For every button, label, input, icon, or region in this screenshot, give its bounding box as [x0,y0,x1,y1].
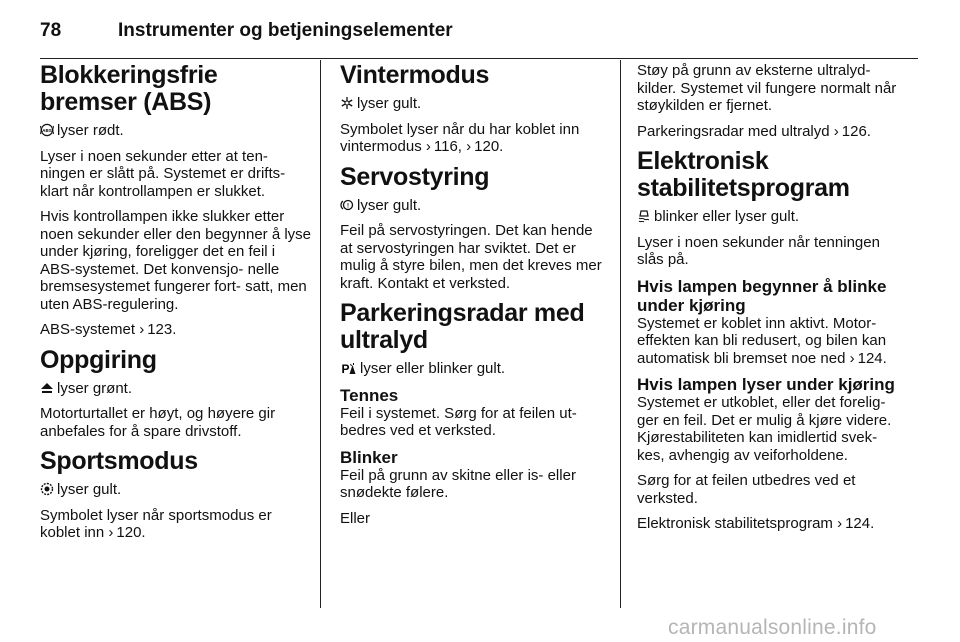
sport-paragraph-text: Symbolet lyser når sportsmodus er koblet inn [40,506,272,541]
esp-blink-heading: Hvis lampen begynner å blinke under kjøring [637,276,887,315]
stability-control-icon [637,209,651,223]
column-divider-2 [620,60,621,608]
esp-heading: Elektronisk stabilitetsprogram [637,147,850,202]
abs-paragraph-1: Lyser i noen sekunder etter at ten- ningen er slått på. Systemet er drifts- klart når kontrollampen er slukket. [40,147,286,200]
snowflake-icon [340,96,354,110]
blink-paragraph-1: Feil på grunn av skitne eller is- eller snødekte følere. [340,466,576,501]
esp-blink-paragraph [637,315,905,368]
page-reference-arrow-icon: › [108,524,114,541]
abs-paragraph-2: Hvis kontrollampen ikke slukker etter noen sekunder eller den begynner å lyse under kjøring, foreligger det en feil i ABS-systemet. Det konvensjo- nelle bremsesystemet fungerer fort- satt, men uten ABS-regulering. [40,208,312,313]
steering-paragraph-1: Feil på servostyringen. Det kan hende at servostyringen har sviktet. Det er mulig å styre bilen, men det kreves mer kraft. Kontakt et verksted. [340,222,602,292]
shift-heading: Oppgiring [40,345,157,374]
esp-paragraph-1: Lyser i noen sekunder når tenningen slås på. [637,233,880,268]
header-rule [40,58,918,59]
shift-status-text: lyser grønt. [57,379,133,397]
column-2 [340,62,608,535]
park-status-text: lyser eller blinker gult. [360,360,506,377]
sport-mode-icon [40,482,54,496]
sport-status [40,481,312,499]
esp-reference-text: Elektronisk stabilitetsprogram [637,515,833,532]
shift-status [40,380,312,398]
on-paragraph-1: Feil i systemet. Sørg for at feilen ut- bedres ved et verksted. [340,404,577,439]
park-reference-page[interactable]: 126. [841,122,871,140]
power-steering-icon [340,198,354,212]
winter-heading: Vintermodus [340,61,490,89]
esp-blink-reference[interactable]: 124. [857,349,887,367]
esp-reference-page[interactable]: 124. [845,515,875,532]
esp-lit-paragraph-1: Systemet er utkoblet, eller det forelig- ger en feil. Det er mulig å kjøre videre. Kjørestabiliteten kan imidlertid svek- kes, avhengig av veiforholdene. [637,394,892,464]
column-1 [40,62,312,550]
abs-heading: Blokkeringsfrie bremser (ABS) [40,61,218,116]
abs-reference-text: ABS-systemet [40,321,136,338]
winter-reference-1[interactable]: 116, [433,138,462,155]
on-heading: Tennes [340,385,399,405]
blink-heading: Blinker [340,447,398,467]
esp-reference [637,515,905,533]
abs-reference [40,321,312,339]
page-reference-arrow-icon: › [466,138,472,155]
steering-heading: Servostyring [340,162,490,191]
page-reference-arrow-icon: › [425,138,431,155]
noise-paragraph: Støy på grunn av eksterne ultralyd- kilder. Systemet vil fungere normalt når støykilden er fjernet. [637,62,897,114]
column-divider-1 [320,60,321,608]
svg-text:!: ! [347,203,349,209]
column-3 [637,62,905,541]
page-reference-arrow-icon: › [139,321,145,338]
abs-status [40,122,312,140]
page-title: Instrumenter og betjeningselementer [118,20,453,41]
blink-paragraph-2: Eller [340,509,371,527]
esp-blink-text: Systemet er koblet inn aktivt. Motor- effekten kan bli redusert, og bilen kan automatisk bli bremset noe ned [637,314,887,367]
parking-sensor-icon [340,361,357,375]
winter-status [340,95,608,113]
abs-status-text: lyser rødt. [57,122,124,139]
sport-paragraph-1 [40,507,312,542]
winter-reference-2[interactable]: 120. [474,138,504,155]
upshift-icon [40,381,54,395]
page-reference-arrow-icon: › [837,515,843,532]
esp-status [637,208,905,226]
winter-status-text: lyser gult. [357,95,422,112]
park-status [340,360,608,378]
park-reference-text: Parkeringsradar med ultralyd [637,122,830,140]
esp-status-text: blinker eller lyser gult. [654,208,800,225]
winter-paragraph-text: Symbolet lyser når du har koblet inn vintermodus [340,120,580,155]
page-header [40,10,920,50]
sport-heading: Sportsmodus [40,447,198,475]
park-reference [637,123,905,141]
page-reference-arrow-icon: › [849,349,855,367]
abs-warning-icon [40,123,54,137]
sport-status-text: lyser gult. [57,481,122,498]
steering-status [340,197,608,215]
park-heading: Parkeringsradar med ultralyd [340,299,585,354]
steering-status-text: lyser gult. [357,196,422,214]
esp-lit-heading: Hvis lampen lyser under kjøring [637,375,895,394]
svg-text:ABS: ABS [42,128,52,133]
shift-paragraph-1: Motorturtallet er høyt, og høyere gir anbefales for å spare drivstoff. [40,405,276,440]
watermark: carmanualsonline.info [668,616,877,639]
sport-reference-page[interactable]: 120. [116,524,146,541]
page-reference-arrow-icon: › [833,122,839,140]
abs-reference-page[interactable]: 123. [147,321,177,338]
winter-paragraph-1 [340,121,608,156]
page-number: 78 [40,20,62,41]
esp-lit-paragraph-2: Sørg for at feilen utbedres ved et verksted. [637,472,856,507]
svg-text:P: P [341,362,350,375]
